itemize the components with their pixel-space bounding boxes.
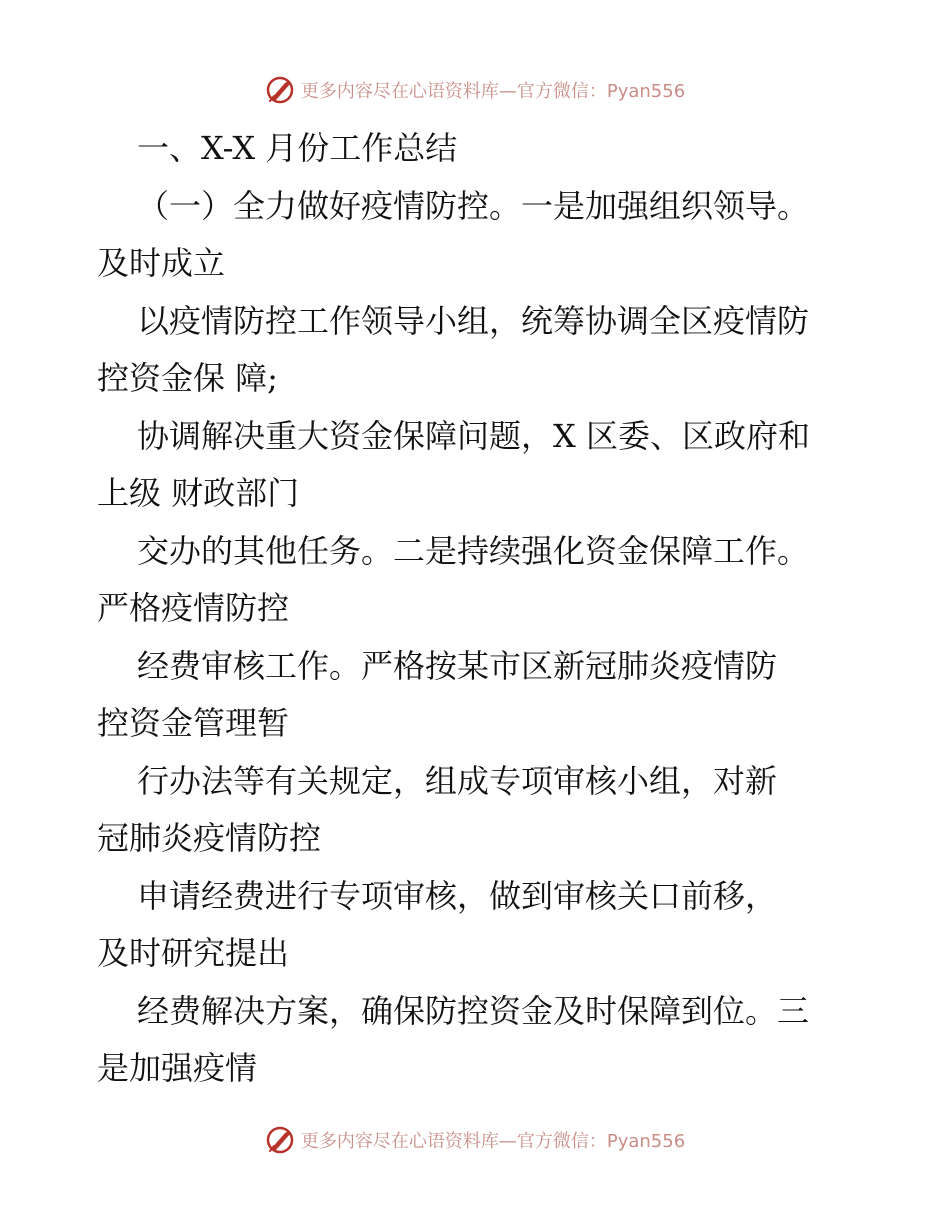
- text-line: 以疫情防控工作领导小组，统筹协调全区疫情防: [137, 301, 810, 340]
- text-line: 行办法等有关规定，组成专项审核小组，对新: [137, 761, 778, 800]
- text-line: 控资金保 障;: [97, 359, 278, 397]
- text-line: 申请经费进行专项审核，做到审核关口前移，: [137, 876, 778, 915]
- contact-text: —官方微信：Pyan556: [498, 1131, 686, 1152]
- text-line: 严格疫情防控: [97, 589, 290, 627]
- text-line: 是加强疫情: [97, 1049, 258, 1087]
- text-line: 一、X-X 月份工作总结: [137, 129, 458, 167]
- text-line: 控资金管理暂: [97, 704, 290, 742]
- contact-text: —官方微信：Pyan556: [498, 81, 686, 102]
- quill-pen-logo-icon: [265, 75, 295, 105]
- text-line: 经费审核工作。严格按某市区新冠肺炎疫情防: [137, 646, 778, 685]
- brand-text: 更多内容尽在心语资料库: [300, 81, 499, 102]
- quill-pen-logo-icon: [265, 1125, 295, 1155]
- text-line: 交办的其他任务。二是持续强化资金保障工作。: [137, 531, 810, 570]
- text-line: 及时成立: [97, 244, 226, 282]
- footer-banner: [0, 1122, 950, 1158]
- document-body: [97, 120, 857, 1098]
- text-line: 协调解决重大资金保障问题，X 区委、区政府和: [137, 416, 810, 455]
- text-line: 上级 财政部门: [97, 474, 300, 512]
- text-line: 经费解决方案，确保防控资金及时保障到位。三: [137, 991, 810, 1030]
- header-banner: [0, 72, 950, 108]
- brand-text: 更多内容尽在心语资料库: [300, 1131, 499, 1152]
- text-line: 及时研究提出: [97, 934, 290, 972]
- text-line: （一）全力做好疫情防控。一是加强组织领导。: [137, 186, 810, 225]
- text-line: 冠肺炎疫情防控: [97, 819, 322, 857]
